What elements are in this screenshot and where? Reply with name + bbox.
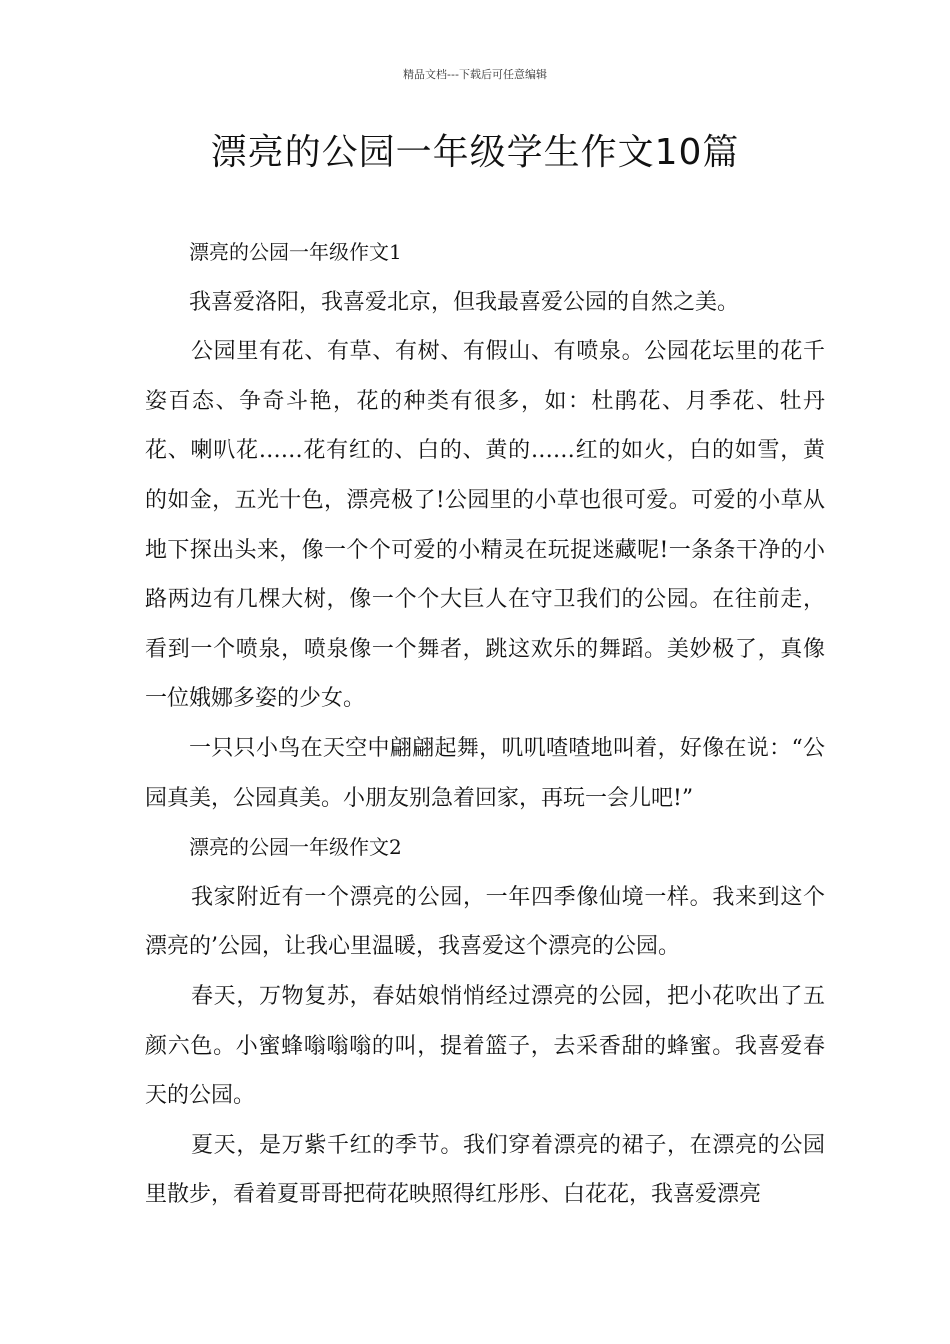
section-heading-2: 漂亮的公园一年级作文2 xyxy=(189,835,402,860)
section-heading-1: 漂亮的公园一年级作文1 xyxy=(189,240,402,264)
paragraph: 我家附近有一个漂亮的公园，一年四季像仙境一样。我来到这个漂亮的’公园，让我心里温暖，我喜爱这个漂亮的公园。 xyxy=(145,884,825,960)
document-title: 漂亮的公园一年级学生作文10篇 xyxy=(210,132,740,173)
header-note: 精品文档---下载后可任意编辑 xyxy=(403,68,547,81)
paragraph: 夏天，是万紫千红的季节。我们穿着漂亮的裙子，在漂亮的公园里散步，看着夏哥哥把荷花映照得红彤彤、白花花，我喜爱漂亮 xyxy=(145,1132,825,1208)
document-body xyxy=(145,228,825,1220)
paragraph: 春天，万物复苏，春姑娘悄悄经过漂亮的公园，把小花吹出了五颜六色。小蜜蜂嗡嗡嗡的叫，提着篮子，去采香甜的蜂蜜。我喜爱春天的公园。 xyxy=(145,983,825,1109)
paragraph: 我喜爱洛阳，我喜爱北京，但我最喜爱公园的自然之美。 xyxy=(189,289,740,315)
paragraph: 公园里有花、有草、有树、有假山、有喷泉。公园花坛里的花千姿百态、争奇斗艳，花的种类有很多，如：杜鹃花、月季花、牡丹花、喇叭花……花有红的、白的、黄的……红的如火，白的如雪，黄的如金，五光十色，漂亮极了!公园里的小草也很可爱。可爱的小草从地下探出头来，像一个个可爱的小精灵在玩捉迷藏呢!一条条干净的小路两边有几棵大树，像一个个大巨人在守卫我们的公园。在往前走，看到一个喷泉，喷泉像一个舞者，跳这欢乐的舞蹈。美妙极了，真像一位娥娜多姿的少女。 xyxy=(145,339,825,712)
paragraph: 一只只小鸟在天空中翩翩起舞，叽叽喳喳地叫着，好像在说：“公园真美，公园真美。小朋友别急着回家，再玩一会儿吧!” xyxy=(145,735,825,811)
